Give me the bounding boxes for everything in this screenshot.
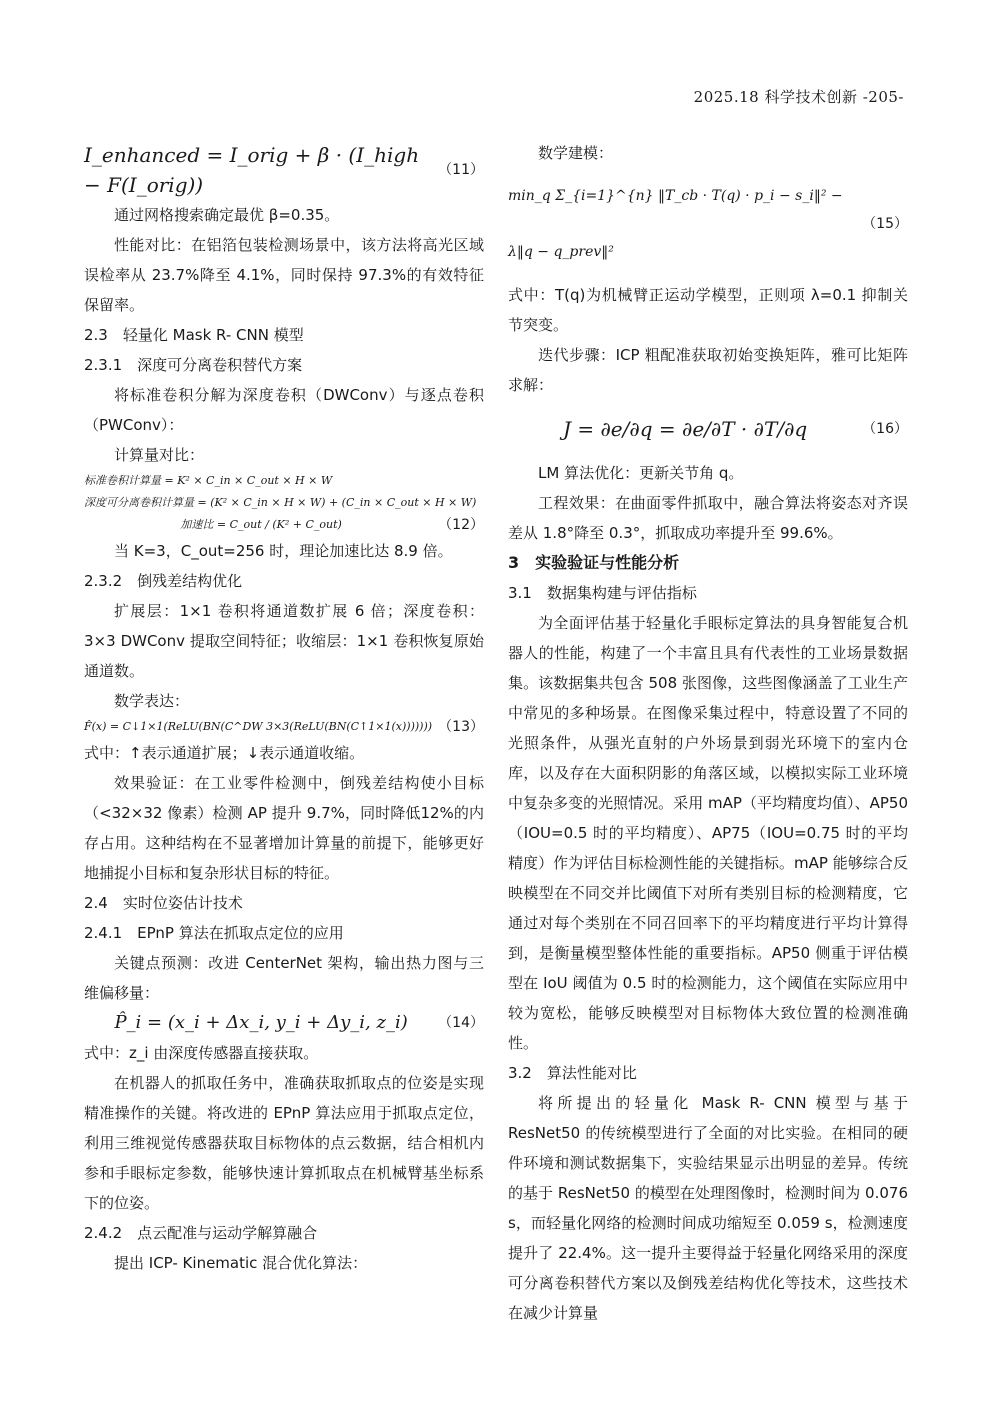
section-heading-2-3-2: 2.3.2 倒残差结构优化 xyxy=(84,572,243,590)
page-header: 2025.18 科学技术创新 -205- xyxy=(693,88,904,106)
equation-12-number: （12） xyxy=(438,517,484,533)
paragraph: 扩展层：1×1 卷积将通道数扩展 6 倍；深度卷积：3×3 DWConv 提取空间特征；收缩层：1×1 卷积恢复原始通道数。 xyxy=(84,602,484,680)
equation-11 xyxy=(84,140,484,200)
paragraph: 式中：↑表示通道扩展；↓表示通道收缩。 xyxy=(84,744,365,762)
paragraph: 提出 ICP- Kinematic 混合优化算法： xyxy=(114,1254,368,1272)
paragraph: 迭代步骤：ICP 粗配准获取初始变换矩阵，雅可比矩阵求解： xyxy=(508,346,908,394)
right-column xyxy=(508,138,908,1328)
equation-15-number: （15） xyxy=(862,216,908,232)
equation-11-number: （11） xyxy=(438,162,484,178)
equation-14 xyxy=(84,1008,484,1038)
equation-16-body: J = ∂e/∂q = ∂e/∂T · ∂T/∂q xyxy=(562,417,808,441)
paragraph: 效果验证：在工业零件检测中，倒残差结构使小目标（<32×32 像素）检测 AP 提升 9.7%，同时降低12%的内存占用。这种结构在不显著增加计算量的前提下，能够更好地捕捉小目标和复杂形状目标的特征。 xyxy=(84,774,484,882)
equation-16 xyxy=(508,400,908,458)
equation-12-line-a xyxy=(84,470,484,492)
section-heading-2-3-1: 2.3.1 深度可分离卷积替代方案 xyxy=(84,356,303,374)
equation-13 xyxy=(84,716,484,738)
paragraph: 将标准卷积分解为深度卷积（DWConv）与逐点卷积（PWConv）： xyxy=(84,386,484,434)
equation-13-body: F̂(x) = C↓1×1(ReLU(BN(C^DW 3×3(ReLU(BN(C↑1×1(x))))))) xyxy=(84,720,433,733)
paragraph: 计算量对比： xyxy=(114,446,205,464)
left-column xyxy=(84,138,484,1278)
equation-12b-body: 深度可分离卷积计算量 = (K² × C_in × H × W) + (C_in × C_out × H × W) xyxy=(84,496,477,509)
paragraph: 通过网格搜索确定最优 β=0.35。 xyxy=(114,206,340,224)
section-heading-2-3: 2.3 轻量化 Mask R- CNN 模型 xyxy=(84,326,304,344)
paragraph: LM 算法优化：更新关节角 q。 xyxy=(538,464,744,482)
section-heading-3-1: 3.1 数据集构建与评估指标 xyxy=(508,584,697,602)
equation-15-body: min_q Σ_{i=1}^{n} ‖T_cb · T(q) · p_i − s_i‖² − λ‖q − q_prev‖² xyxy=(508,188,843,260)
equation-12c-body: 加速比 = C_out / (K² + C_out) xyxy=(180,518,342,531)
paragraph: 性能对比：在铝箔包装检测场景中，该方法将高光区域误检率从 23.7%降至 4.1%，同时保持 97.3%的有效特征保留率。 xyxy=(84,236,484,314)
paragraph: 关键点预测：改进 CenterNet 架构，输出热力图与三维偏移量： xyxy=(84,954,484,1002)
paragraph: 当 K=3，C_out=256 时，理论加速比达 8.9 倍。 xyxy=(114,542,453,560)
section-heading-2-4: 2.4 实时位姿估计技术 xyxy=(84,894,243,912)
paragraph: 将所提出的轻量化 Mask R- CNN 模型与基于ResNet50 的传统模型进行了全面的对比实验。在相同的硬件环境和测试数据集下，实验结果显示出明显的差异。传统的基于 ResNet50 的模型在处理图像时，检测时间为 0.076 s，而轻量化网络的检测时间成功缩短至 0.059 s，检测速度提升了 22.4%。这一提升主要得益于轻量化网络采用的深度可分离卷积替代方案以及倒残差结构优化等技术，这些技术在减少计算量 xyxy=(508,1094,908,1322)
paragraph: 在机器人的抓取任务中，准确获取抓取点的位姿是实现精准操作的关键。将改进的 EPnP 算法应用于抓取点定位，利用三维视觉传感器获取目标物体的点云数据，结合相机内参和手眼标定参数，能够快速计算抓取点在机械臂基坐标系下的位姿。 xyxy=(84,1074,484,1212)
equation-11-body: I_enhanced = I_orig + β · (I_high − F(I_orig)) xyxy=(84,143,420,197)
paragraph: 工程效果：在曲面零件抓取中，融合算法将姿态对齐误差从 1.8°降至 0.3°，抓取成功率提升至 99.6%。 xyxy=(508,494,908,542)
equation-12-line-c xyxy=(84,514,484,536)
paragraph: 数学表达： xyxy=(114,692,190,710)
equation-12-line-b xyxy=(84,492,484,514)
equation-15 xyxy=(508,168,908,280)
paragraph: 为全面评估基于轻量化手眼标定算法的具身智能复合机器人的性能，构建了一个丰富且具有代表性的工业场景数据集。该数据集共包含 508 张图像，这些图像涵盖了工业生产中常见的多种场景。在图像采集过程中，特意设置了不同的光照条件，从强光直射的户外场景到弱光环境下的室内仓库，以及存在大面积阴影的角落区域，以模拟实际工业环境中复杂多变的光照情况。采用 mAP（平均精度均值）、AP50（IOU=0.5 时的平均精度）、AP75（IOU=0.75 时的平均精度）作为评估目标检测性能的关键指标。mAP 能够综合反映模型在不同交并比阈值下对所有类别目标的检测精度，它通过对每个类别在不同召回率下的平均精度进行平均计算得到，是衡量模型整体性能的重要指标。AP50 侧重于评估模型在 IoU 阈值为 0.5 时的检测能力，这个阈值在实际应用中较为宽松，能够反映模型对目标物体大致位置的检测准确性。 xyxy=(508,614,908,1052)
section-heading-3-2: 3.2 算法性能对比 xyxy=(508,1064,637,1082)
paragraph: 式中：T(q)为机械臂正运动学模型，正则项 λ=0.1 抑制关节突变。 xyxy=(508,286,908,334)
section-heading-3: 3 实验验证与性能分析 xyxy=(508,553,680,572)
paragraph: 式中：z_i 由深度传感器直接获取。 xyxy=(84,1044,319,1062)
paragraph: 数学建模： xyxy=(538,144,614,162)
equation-14-number: （14） xyxy=(438,1015,484,1031)
equation-12a-body: 标准卷积计算量 = K² × C_in × C_out × H × W xyxy=(84,474,333,487)
section-heading-2-4-1: 2.4.1 EPnP 算法在抓取点定位的应用 xyxy=(84,924,344,942)
equation-16-number: （16） xyxy=(862,421,908,437)
equation-14-body: P̂_i = (x_i + Δx_i, y_i + Δy_i, z_i) xyxy=(114,1012,408,1033)
section-heading-2-4-2: 2.4.2 点云配准与运动学解算融合 xyxy=(84,1224,318,1242)
equation-13-number: （13） xyxy=(438,719,484,735)
